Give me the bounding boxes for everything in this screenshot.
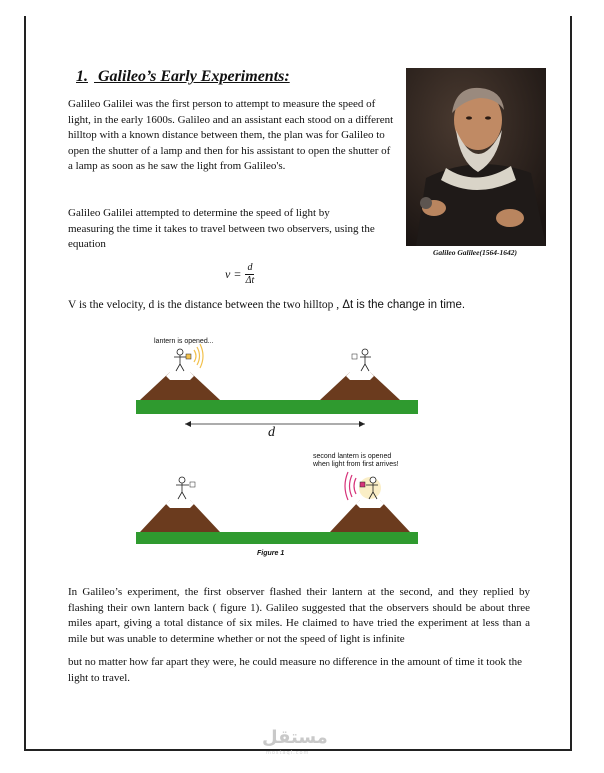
galileo-portrait [406,68,546,246]
section-heading [76,68,290,86]
lantern-left-top [186,354,191,359]
intro-paragraph: Galileo Galilei was the first person to attempt to measure the speed of light, in the early 1600s. Galileo and an assistant each stood on a different hilltop with a known distance between them, the plan was for Galileo to open the shutter of a lamp and then for his assistant to open the shutter of a lamp as soon as he saw the light from Galileo's. [68,98,394,173]
equation-intro-paragraph: Galileo Galilei attempted to determine the speed of light by measuring the time it takes to travel between two observers, using the equation [68,207,375,251]
equation-numerator: d [247,262,253,273]
equation-lhs: v = [225,267,242,281]
light-rays-bottom [345,472,356,500]
observer-left-bottom [176,477,189,499]
label-lantern-opened: lantern is opened... [154,338,214,345]
equation-fraction [245,262,254,287]
equation-denominator: Δt [245,275,255,286]
observer-right-top [360,349,371,371]
label-second-lantern-1: second lantern is opened [313,453,392,460]
label-second-lantern-2: when light from first arrives! [313,461,399,468]
heading-number: 1. [76,68,88,85]
experiment-paragraph: In Galileo’s experiment, the first observer flashed their lantern at the second, and they replied by flashing their own lantern back ( figure 1). Galileo suggested that the observers should be about three miles apart, giving a total distance of six miles. He claimed to have tried the experiment at less than a mile but was unable to determine whether or not the speed of light is infinite [68,586,530,645]
conclusion-paragraph: but no matter how far apart they were, he could measure no difference in the amount of time it took the light to travel. [68,656,523,684]
watermark-url: mostaql.com [266,750,310,756]
heading-title: Galileo’s Early Experiments: [98,68,290,85]
velocity-equation [225,262,254,287]
ground-bottom [136,532,418,544]
watermark-logo: مستقل [262,727,328,748]
top-scene [136,344,418,427]
lantern-right-bottom [360,482,365,487]
light-rays-top [194,344,203,368]
figure-illustration [130,330,430,565]
variables-paragraph [68,298,548,314]
lantern-right-top [352,354,357,359]
portrait-caption: Galileo Galilee(1564-1642) [433,248,517,257]
distance-label: d [268,425,275,440]
observer-left-top [174,349,187,371]
left-hill-snow [166,372,194,380]
figure-caption: Figure 1 [257,550,285,557]
right-hill-snow [346,372,374,380]
figure-1 [130,330,430,565]
bottom-scene [136,472,418,544]
delta-t-text: Δt is the change in time. [339,299,466,311]
variables-text: V is the velocity, d is the distance between the two hilltop , [68,299,340,311]
ground-top [136,400,418,414]
